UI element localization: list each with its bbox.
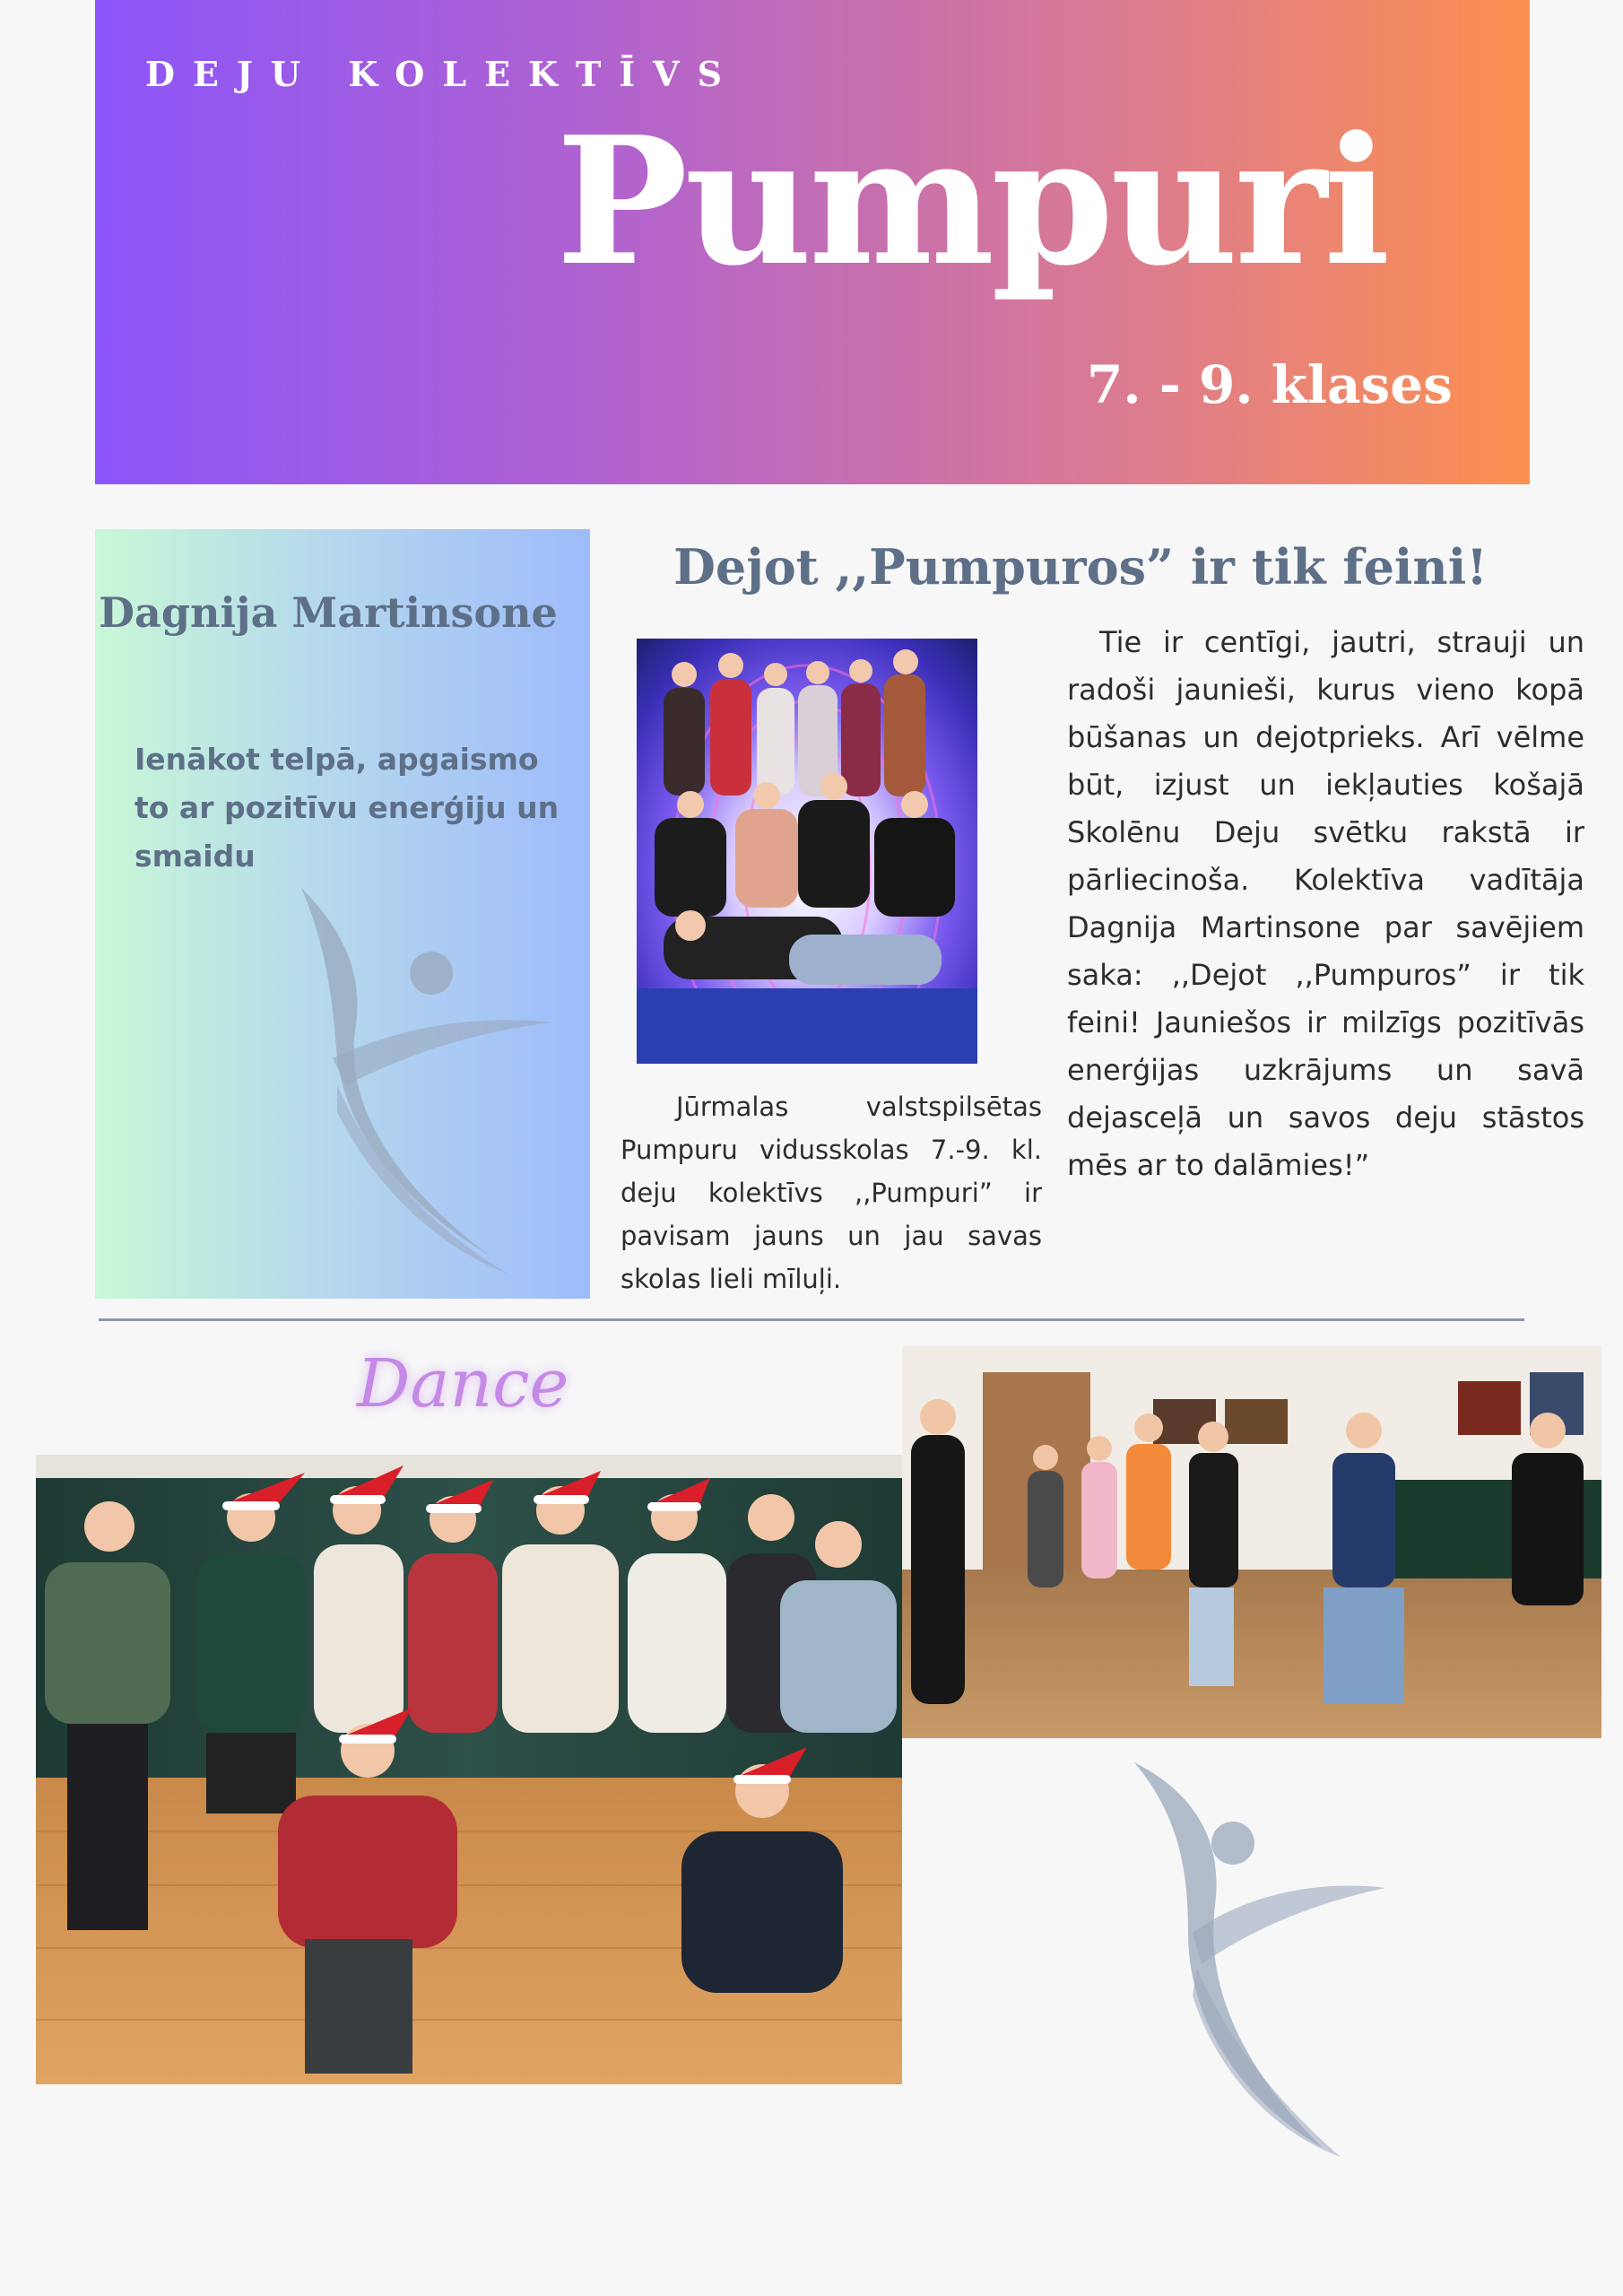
dance-label: Dance (357, 1345, 569, 1422)
article-title: Dejot ,,Pumpuros” ir tik feini! (673, 538, 1488, 596)
side-card (95, 529, 590, 1299)
leader-quote: Ienākot telpā, apgaismo to ar pozitīvu enerģiju un smaidu (135, 742, 560, 874)
group-photo-christmas (36, 1455, 902, 2084)
group-photo-studio (637, 639, 977, 1064)
photo-caption: Jūrmalas valstspilsētas Pumpuru vidusskolas 7.-9. kl. deju kolektīvs ,,Pumpuri” ir pavisam jauns un jau savas skolas lieli mīluļi. (621, 1091, 1042, 1294)
banner-title: Pumpuri (556, 99, 1387, 305)
rehearsal-photo (902, 1345, 1601, 1738)
section-divider (99, 1318, 1524, 1321)
banner-kicker: DEJU KOLEKTĪVS (145, 54, 741, 94)
dancer-silhouette-icon (1125, 1753, 1394, 2166)
banner-grades: 7. - 9. klases (1087, 354, 1453, 415)
leader-name: Dagnija Martinsone (99, 588, 558, 637)
article-body: Tie ir centīgi, jautri, strauji un radoši jaunieši, kurus vieno kopā būšanas un dejotprieks. Arī vēlme būt, izjust un iekļauties košajā Skolēnu Deju svētku rakstā ir pārliecinoša. Kolektīva vadītāja Dagnija Martinsone par savējiem saka: ,,Dejot ,,Pumpuros” ir tik feini! Jauniešos ir milzīgs pozitīvās enerģijas uzkrājums un savā dejasceļā un savos deju stāstos mēs ar to dalāmies!” (1067, 625, 1584, 1182)
dancer-silhouette-icon (283, 879, 570, 1292)
